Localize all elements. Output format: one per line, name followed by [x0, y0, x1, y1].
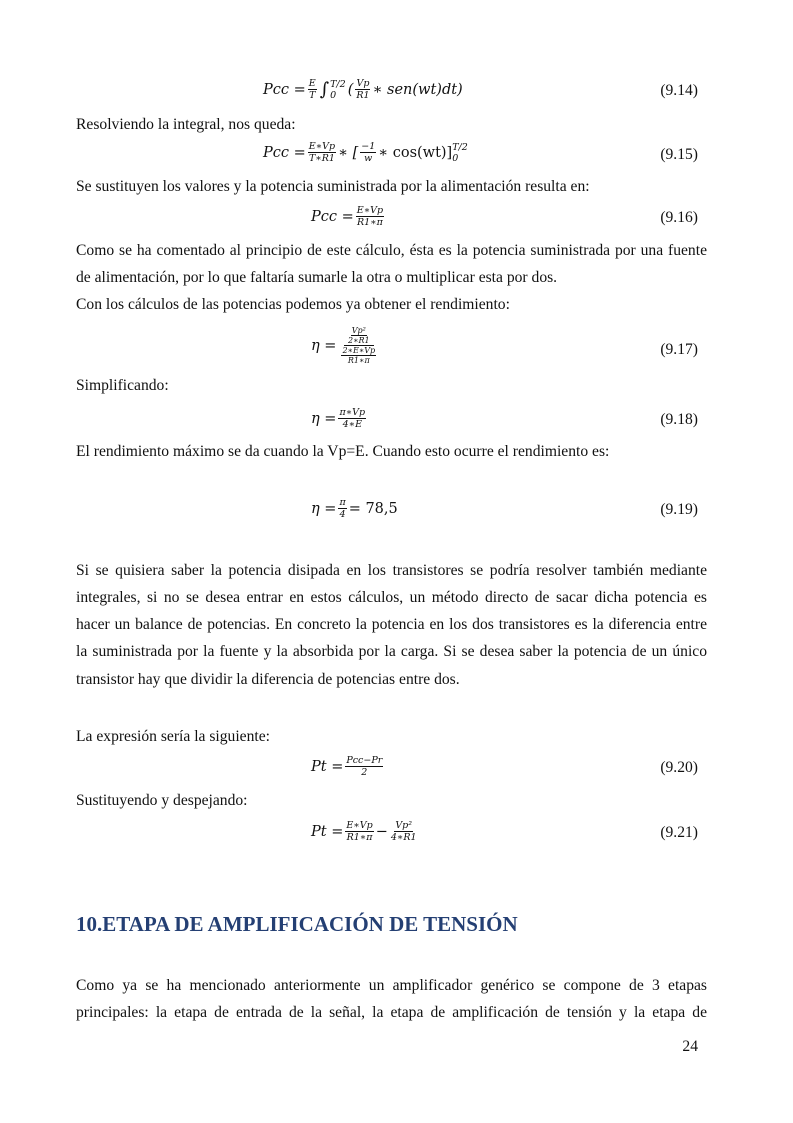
fraction [356, 205, 384, 228]
eq-rest: ∗ sen(wt)dt) [372, 81, 463, 98]
equation-9-14 [263, 78, 463, 101]
numerator [344, 326, 374, 346]
denominator: 4∗R1 [390, 832, 417, 843]
equation-number: (9.21) [660, 824, 698, 841]
denominator: R1 [356, 90, 370, 101]
upper-limit: T/2 [452, 141, 468, 153]
text-line: Se sustituyen los valores y la potencia suministrada por la alimentación resulta en: [76, 178, 590, 195]
eq-lhs: Pt = [311, 758, 344, 775]
fraction [341, 346, 376, 365]
denominator: R1∗π [346, 832, 373, 843]
equation-9-19 [311, 497, 398, 520]
equation-number: (9.19) [660, 501, 698, 518]
equation-9-18 [311, 407, 368, 430]
denominator: R1∗π [356, 217, 383, 228]
text-line: Como se ha comentado al principio de este cálculo, ésta es la potencia suministrada por una fuente [76, 242, 707, 259]
fraction [338, 407, 366, 430]
numerator: π [339, 497, 346, 508]
text-line: la suministrada por la fuente y la absorbida por la carga. Si se desea saber la potencia de un único [76, 643, 707, 660]
lower-limit: 0 [330, 89, 337, 101]
equation-9-21 [311, 820, 420, 843]
denominator: 4 [339, 509, 346, 520]
equation-number: (9.16) [660, 209, 698, 226]
fraction [347, 326, 371, 345]
numerator: E∗Vp [308, 141, 336, 152]
numerator: E∗Vp [356, 205, 384, 216]
denominator: R1∗π [347, 356, 370, 365]
numerator: E∗Vp [346, 820, 373, 831]
text-line: hacer un balance de potencias. En concreto la potencia en los dos transistores es la diferencia entre [76, 616, 707, 633]
page-number: 24 [682, 1038, 698, 1055]
eq-lhs: Pcc = [263, 81, 306, 98]
bracket-limits [452, 142, 468, 164]
fraction [345, 755, 383, 778]
lower-limit: 0 [452, 152, 459, 164]
numerator: π∗Vp [339, 407, 366, 418]
paren: ( [347, 81, 354, 98]
equation-9-20 [311, 755, 385, 778]
text-line: integrales, si no se desea entrar en estos cálculos, un método directo de sacar dicha potencia es [76, 589, 707, 606]
text-line: La expresión sería la siguiente: [76, 728, 270, 745]
fraction [360, 141, 376, 164]
integral-sign: ∫ [319, 79, 330, 100]
eq-mid: − [375, 823, 388, 840]
eq-lhs: η = [311, 337, 337, 354]
fraction [390, 820, 418, 843]
denominator: T [309, 90, 316, 101]
equation-number: (9.17) [660, 341, 698, 358]
eq-lhs: η = [311, 500, 337, 517]
text-line: El rendimiento máximo se da cuando la Vp=E. Cuando esto ocurre el rendimiento es: [76, 443, 610, 460]
numerator: E [308, 78, 316, 89]
text-line: principales: la etapa de entrada de la señal, la etapa de amplificación de tensión y la etapa de [76, 1004, 707, 1021]
denominator [338, 346, 379, 365]
numerator: 2∗E∗Vp [342, 346, 376, 355]
denominator: w [364, 153, 373, 164]
equation-9-16 [311, 205, 386, 228]
equation-number: (9.20) [660, 759, 698, 776]
numerator: Vp [356, 78, 370, 89]
text-line: Sustituyendo y despejando: [76, 792, 248, 809]
eq-lhs: Pcc = [263, 144, 306, 161]
numerator: Vp² [351, 326, 366, 335]
equation-9-15 [263, 141, 470, 164]
equation-number: (9.18) [660, 411, 698, 428]
eq-rest: = 78,5 [348, 500, 398, 517]
equation-9-17 [311, 326, 381, 365]
fraction [308, 141, 336, 164]
denominator: 2∗R1 [347, 336, 370, 345]
section-heading: 10.ETAPA DE AMPLIFICACIÓN DE TENSIÓN [76, 912, 518, 936]
fraction [355, 78, 370, 101]
text-line: Con los cálculos de las potencias podemos ya obtener el rendimiento: [76, 296, 510, 313]
eq-lhs: Pcc = [311, 208, 354, 225]
equation-number: (9.14) [660, 82, 698, 99]
eq-rest: ∗ cos(wt)] [378, 144, 453, 161]
compound-fraction [338, 326, 379, 365]
numerator: Pcc−Pr [346, 755, 383, 766]
text-line: de alimentación, por lo que faltaría sumarle la otra o multiplicar esta por dos. [76, 269, 558, 286]
denominator: 4∗E [342, 419, 362, 430]
text-line: Simplificando: [76, 377, 169, 394]
text-line: transistor hay que dividir la diferencia de potencias entre dos. [76, 671, 460, 688]
numerator: −1 [361, 141, 376, 152]
fraction [308, 78, 317, 101]
eq-mid: ∗ [ [338, 144, 359, 161]
equation-number: (9.15) [660, 146, 698, 163]
integral-limits [330, 79, 346, 101]
denominator: 2 [361, 767, 368, 778]
text-line: Como ya se ha mencionado anteriormente un amplificador genérico se compone de 3 etapas [76, 977, 707, 994]
denominator: T∗R1 [308, 153, 335, 164]
fraction [345, 820, 373, 843]
eq-lhs: η = [311, 410, 337, 427]
eq-lhs: Pt = [311, 823, 344, 840]
text-line: Si se quisiera saber la potencia disipada en los transistores se podría resolver también mediante [76, 562, 707, 579]
upper-limit: T/2 [330, 78, 346, 90]
fraction [338, 497, 346, 520]
numerator: Vp² [395, 820, 413, 831]
text-line: Resolviendo la integral, nos queda: [76, 116, 296, 133]
